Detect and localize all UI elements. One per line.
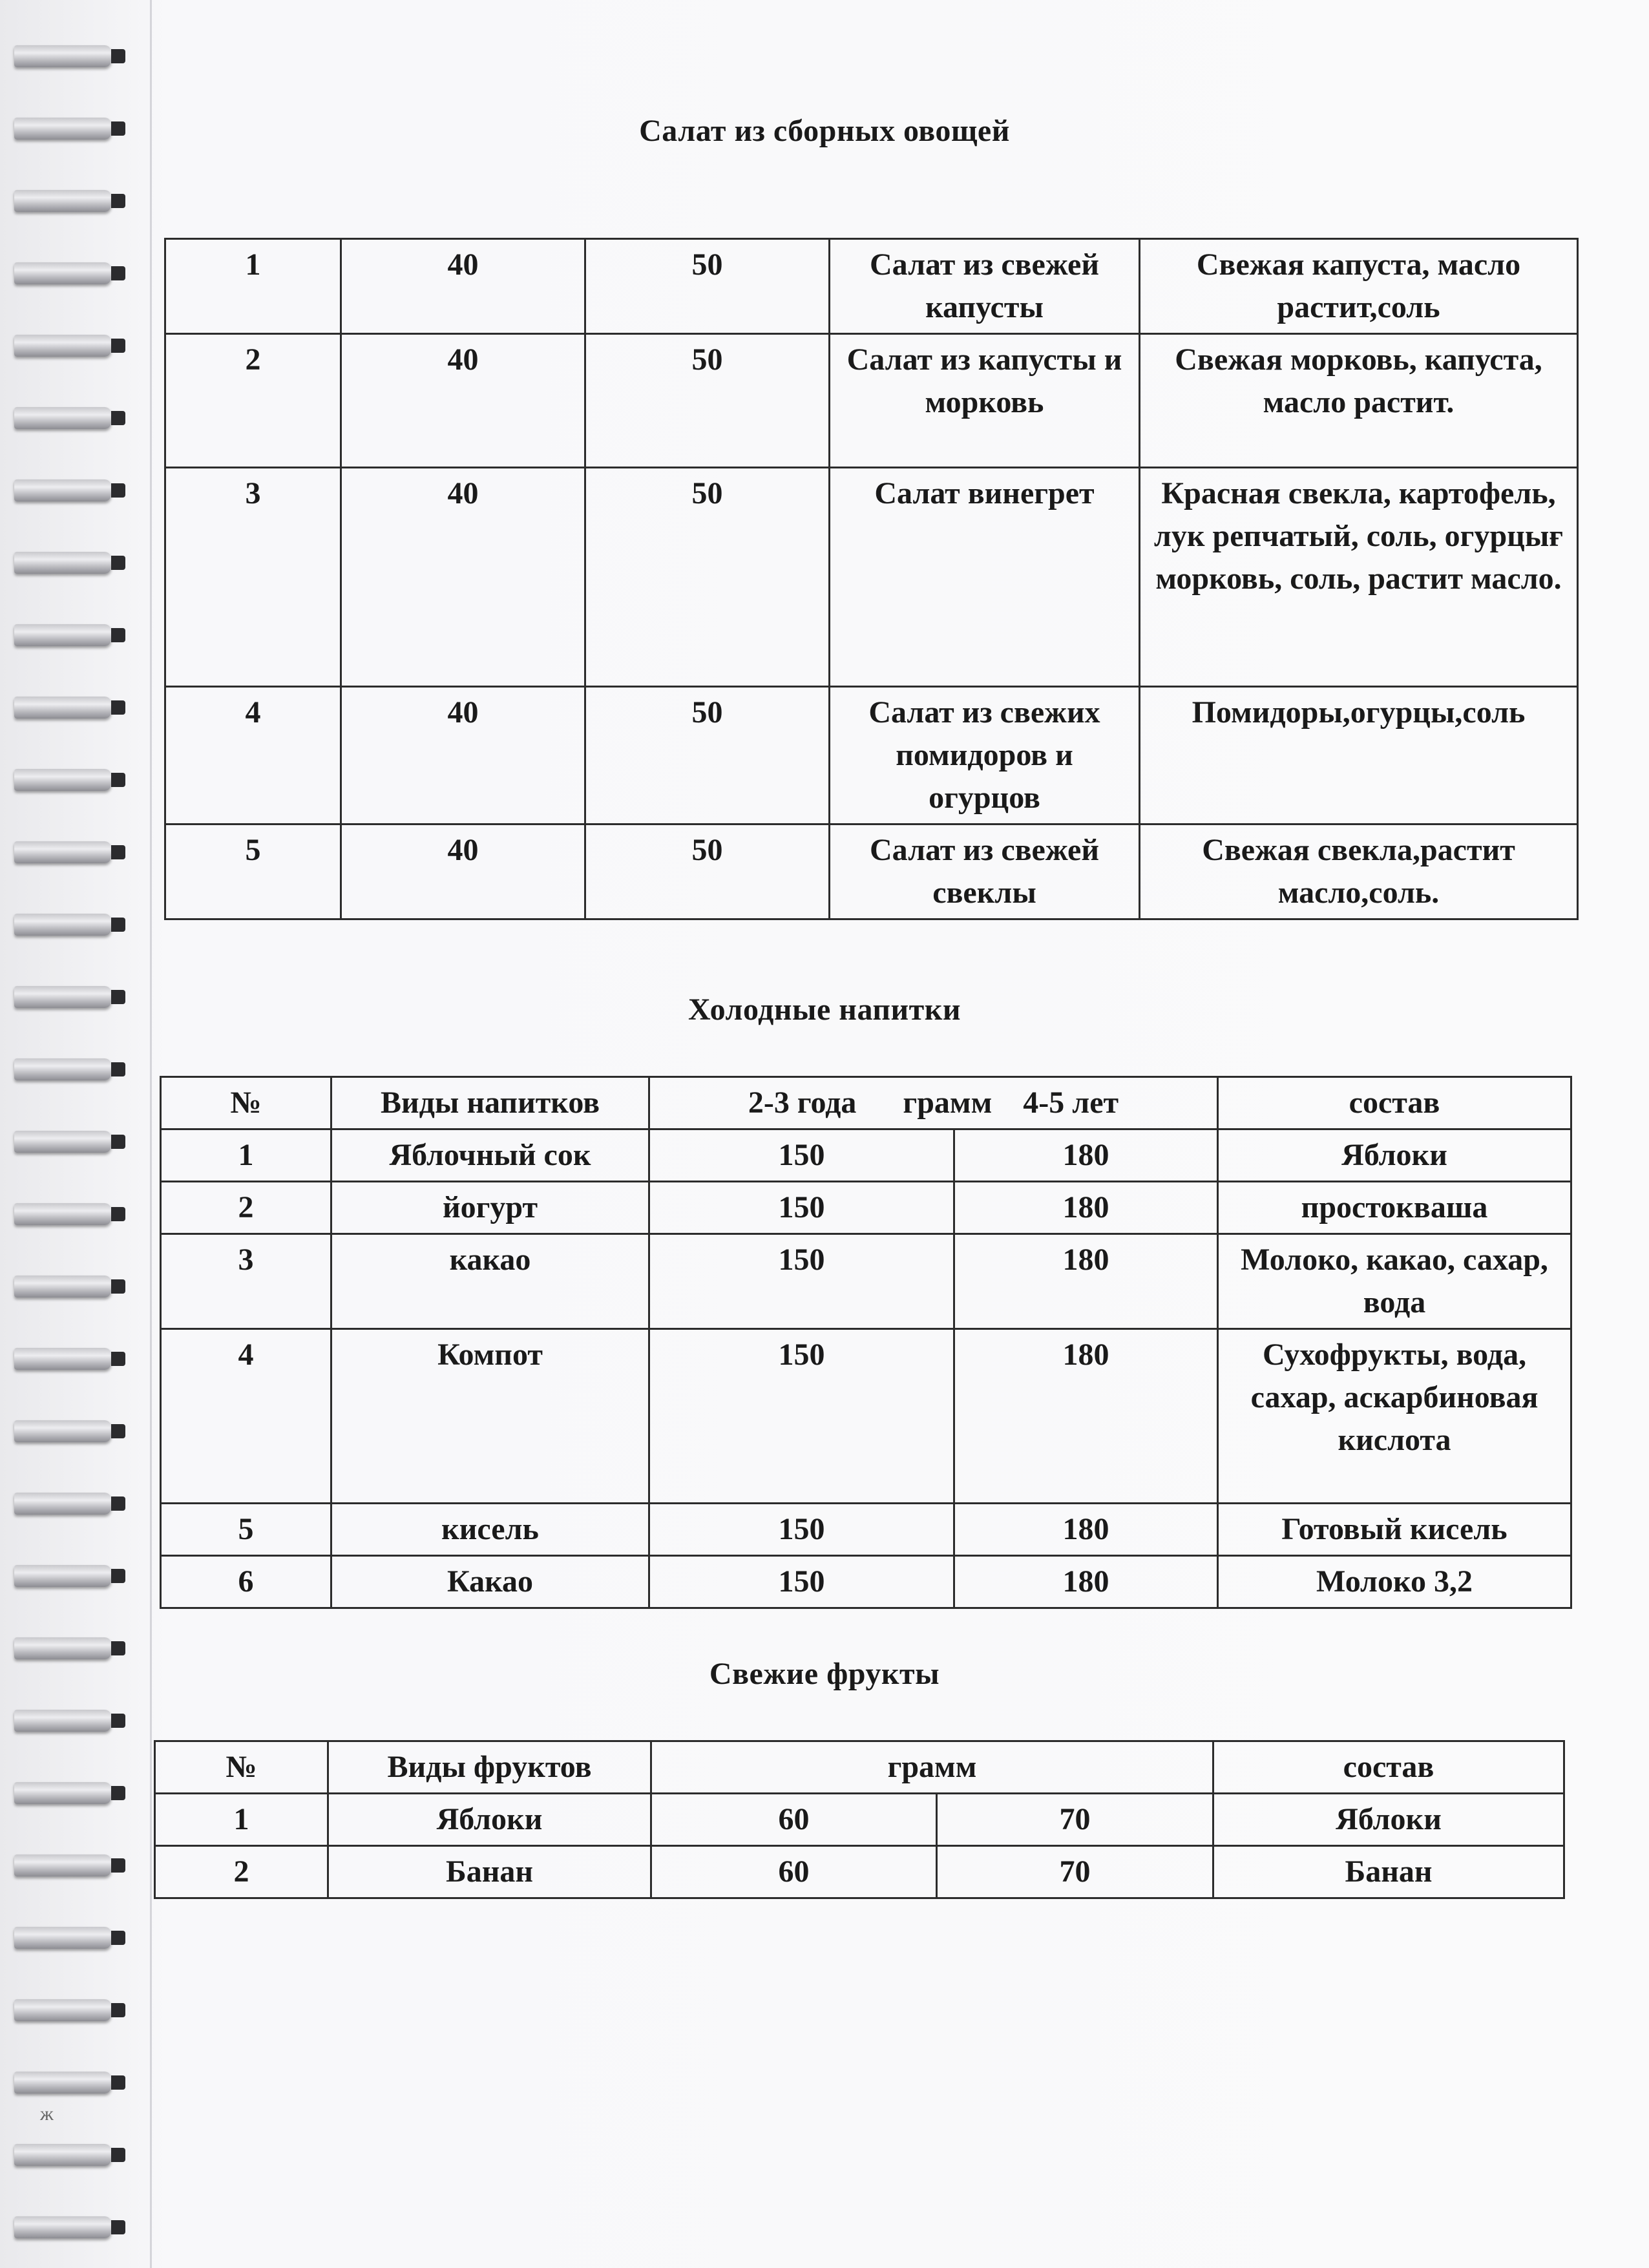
grams-older: 70: [937, 1794, 1213, 1846]
grams-younger: 60: [651, 1794, 937, 1846]
dish-name: Салат из свежей капусты: [830, 239, 1140, 334]
drink-name: какао: [331, 1234, 649, 1329]
grams-older: 180: [954, 1556, 1218, 1608]
grams-younger: 40: [341, 824, 585, 919]
header-kind: Виды фруктов: [328, 1741, 651, 1794]
drink-name: кисель: [331, 1504, 649, 1556]
binding-ring: [14, 1131, 111, 1153]
header-number: №: [161, 1077, 331, 1129]
grams-younger: 40: [341, 239, 585, 334]
header-grams: грамм: [651, 1741, 1213, 1794]
binding-ring: [14, 841, 111, 863]
drink-name: йогурт: [331, 1182, 649, 1234]
binding-ring: [14, 1782, 111, 1804]
table-row: [155, 1794, 1564, 1846]
row-number: 5: [165, 824, 341, 919]
table-row: [165, 239, 1578, 334]
binding-ring: [14, 1203, 111, 1225]
binding-ring: [14, 1565, 111, 1587]
drink-name: Компот: [331, 1329, 649, 1504]
binding-ring: [14, 1493, 111, 1515]
grams-younger: 40: [341, 468, 585, 687]
binding-ring: [14, 1348, 111, 1370]
header-number: №: [155, 1741, 328, 1794]
table-row: [161, 1504, 1571, 1556]
grams-younger: 150: [649, 1234, 954, 1329]
salads-title: Салат из сборных овощей: [639, 114, 1010, 148]
binding-ring: [14, 1710, 111, 1732]
fruit-name: Яблоки: [328, 1794, 651, 1846]
header-content: состав: [1213, 1741, 1564, 1794]
spiral-binding: [0, 0, 155, 2268]
drink-name: Яблочный сок: [331, 1129, 649, 1182]
page-edge: [150, 0, 152, 2268]
row-number: 4: [165, 687, 341, 824]
grams-younger: 60: [651, 1846, 937, 1898]
grams-younger: 150: [649, 1329, 954, 1504]
grams-younger: 40: [341, 334, 585, 468]
row-number: 1: [161, 1129, 331, 1182]
binding-ring: [14, 2144, 111, 2166]
drink-content: Молоко 3,2: [1218, 1556, 1571, 1608]
binding-ring: [14, 1999, 111, 2021]
row-number: 2: [155, 1846, 328, 1898]
row-number: 6: [161, 1556, 331, 1608]
drink-content: Молоко, какао, сахар, вода: [1218, 1234, 1571, 1329]
row-number: 2: [161, 1182, 331, 1234]
dish-name: Салат из свежих помидоров и огурцов: [830, 687, 1140, 824]
grams-older: 70: [937, 1846, 1213, 1898]
drink-content: простокваша: [1218, 1182, 1571, 1234]
binding-ring: [14, 914, 111, 936]
grams-older: 50: [585, 468, 830, 687]
drink-content: Готовый кисель: [1218, 1504, 1571, 1556]
row-number: 3: [161, 1234, 331, 1329]
grams-younger: 40: [341, 687, 585, 824]
binding-ring: [14, 2216, 111, 2238]
header-content: состав: [1218, 1077, 1571, 1129]
binding-ring: [14, 2072, 111, 2094]
row-number: 1: [155, 1794, 328, 1846]
grams-older: 180: [954, 1504, 1218, 1556]
table-row: [165, 687, 1578, 824]
table-row: [165, 334, 1578, 468]
fruits-title: Свежие фрукты: [709, 1657, 940, 1691]
row-number: 1: [165, 239, 341, 334]
grams-older: 50: [585, 824, 830, 919]
grams-older: 50: [585, 239, 830, 334]
dish-name: Салат винегрет: [830, 468, 1140, 687]
table-row: [165, 824, 1578, 919]
binding-ring: [14, 479, 111, 501]
grams-older: 180: [954, 1129, 1218, 1182]
table-row: [165, 468, 1578, 687]
grams-younger: 150: [649, 1182, 954, 1234]
drinks-table: [160, 1076, 1572, 1609]
grams-younger: 150: [649, 1556, 954, 1608]
dish-content: Помидоры,огурцы,соль: [1140, 687, 1578, 824]
drink-name: Какао: [331, 1556, 649, 1608]
row-number: 5: [161, 1504, 331, 1556]
dish-content: Свежая капуста, масло растит,соль: [1140, 239, 1578, 334]
salads-table: [164, 238, 1579, 920]
grams-older: 180: [954, 1182, 1218, 1234]
dish-content: Красная свекла, картофель, лук репчатый, соль, огурцығ морковь, соль, растит масло.: [1140, 468, 1578, 687]
dish-name: Салат из капусты и морковь: [830, 334, 1140, 468]
dish-name: Салат из свежей свеклы: [830, 824, 1140, 919]
binding-ring: [14, 190, 111, 212]
table-header-row: [161, 1077, 1571, 1129]
binding-ring: [14, 1927, 111, 1949]
table-row: [161, 1329, 1571, 1504]
fruit-name: Банан: [328, 1846, 651, 1898]
table-header-row: [155, 1741, 1564, 1794]
binding-ring: [14, 624, 111, 646]
binding-ring: [14, 697, 111, 719]
binding-ring: [14, 1276, 111, 1297]
binding-ring: [14, 1420, 111, 1442]
binding-ring: [14, 1058, 111, 1080]
drink-content: Сухофрукты, вода, сахар, аскарбиновая кислота: [1218, 1329, 1571, 1504]
row-number: 3: [165, 468, 341, 687]
dish-content: Свежая свекла,растит масло,соль.: [1140, 824, 1578, 919]
grams-older: 50: [585, 334, 830, 468]
fruit-content: Банан: [1213, 1846, 1564, 1898]
grams-older: 50: [585, 687, 830, 824]
binding-ring: [14, 45, 111, 67]
binding-ring: [14, 769, 111, 791]
table-row: [161, 1182, 1571, 1234]
binding-ring: [14, 335, 111, 357]
grams-younger: 150: [649, 1129, 954, 1182]
table-row: [161, 1129, 1571, 1182]
header-grams: 2-3 года грамм 4-5 лет: [649, 1077, 1218, 1129]
drinks-title: Холодные напитки: [688, 992, 961, 1027]
margin-mark: ж: [40, 2103, 54, 2125]
fruit-content: Яблоки: [1213, 1794, 1564, 1846]
table-row: [155, 1846, 1564, 1898]
header-kind: Виды напитков: [331, 1077, 649, 1129]
grams-older: 180: [954, 1329, 1218, 1504]
fruits-table: [154, 1740, 1565, 1899]
drink-content: Яблоки: [1218, 1129, 1571, 1182]
grams-older: 180: [954, 1234, 1218, 1329]
grams-younger: 150: [649, 1504, 954, 1556]
binding-ring: [14, 552, 111, 574]
dish-content: Свежая морковь, капуста, масло растит.: [1140, 334, 1578, 468]
table-row: [161, 1234, 1571, 1329]
row-number: 2: [165, 334, 341, 468]
binding-ring: [14, 262, 111, 284]
binding-ring: [14, 407, 111, 429]
row-number: 4: [161, 1329, 331, 1504]
binding-ring: [14, 1854, 111, 1876]
table-row: [161, 1556, 1571, 1608]
